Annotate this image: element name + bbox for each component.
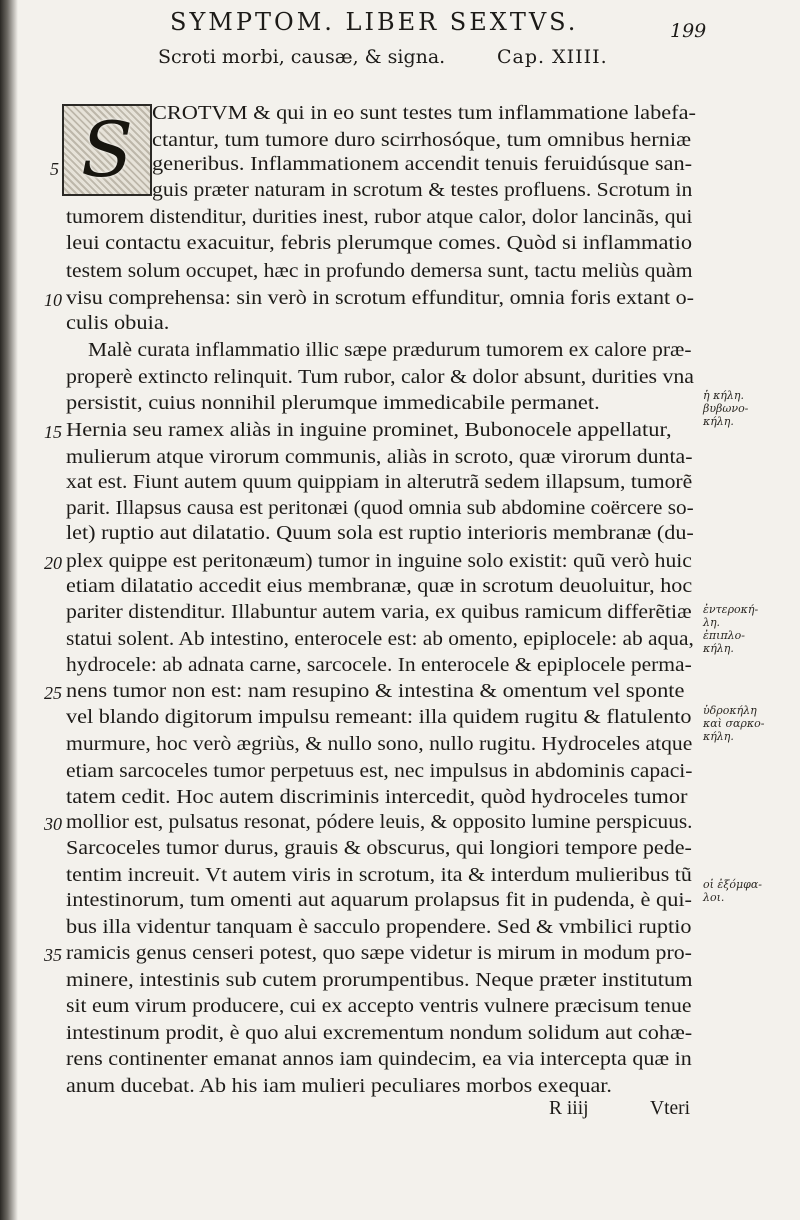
text-line: nens tumor non est: nam resupino & intestina & omentum vel sponte (66, 681, 685, 702)
margin-note: ἐντεροκή- λη. ἐπιπλο- κήλη. (703, 603, 759, 655)
text-line: persistit, cuius nonnihil plerumque immedicabile permanet. (66, 393, 600, 414)
gutter-shadow (0, 0, 18, 1220)
text-line: parit. Illapsus causa est peritonæi (quod omnia sub abdomine coërcere so- (66, 498, 694, 519)
text-line: rens continenter emanat annos iam quindecim, ea via intercepta quæ in (66, 1049, 692, 1070)
text-line: intestinum prodit, è quo alui excrementum nondum solidum aut cohæ- (66, 1023, 693, 1044)
text-line: etiam sarcoceles tumor perpetuus est, nec impulsus in abdominis capaci- (66, 761, 693, 782)
line-number: 35 (44, 945, 62, 965)
chapter-number: Cap. XIIII. (497, 46, 608, 68)
line-number: 25 (44, 683, 62, 703)
text-line: properè extincto relinquit. Tum rubor, calor & dolor absunt, durities vna (66, 367, 694, 388)
text-line: sit eum virum producere, cui ex accepto ventris vulnere præcisum tenue (66, 996, 692, 1017)
text-line: generibus. Inflammationem accendit tenuis feruidúsque san- (152, 154, 693, 175)
text-line: ramicis genus censeri potest, quo sæpe videtur is mirum in modum pro- (66, 943, 692, 964)
text-line: minere, intestinis sub cutem prorumpentibus. Neque præter institutum (66, 970, 693, 991)
text-line: ctantur, tum tumore duro scirrhosóque, tum omnibus herniæ (152, 130, 692, 151)
margin-note: οἱ ἐξόμφα- λοι. (703, 878, 763, 904)
text-line: guis præter naturam in scrotum & testes profluens. Scrotum in (152, 180, 693, 201)
line-number: 5 (50, 159, 59, 179)
line-number: 20 (44, 553, 62, 573)
margin-note: ὑδροκήλη καὶ σαρκο- κήλη. (703, 704, 765, 743)
text-line: leui contactu exacuitur, febris plerumque comes. Quòd si inflammatio (66, 233, 693, 254)
text-line: vel blando digitorum impulsu remeant: illa quidem rugitu & flatulento (66, 707, 692, 728)
text-line: Hernia seu ramex aliàs in inguine prominet, Bubonocele appellatur, (66, 420, 672, 441)
decorated-initial (62, 104, 152, 196)
line-number: 10 (44, 290, 62, 310)
text-line: anum ducebat. Ab his iam mulieri peculiares morbos exequar. (66, 1076, 612, 1097)
text-line: murmure, hoc verò ægriùs, & nullo sono, nullo rugitu. Hydroceles atque (66, 734, 693, 755)
text-line: CROTVM & qui in eo sunt testes tum inflammatione labefa- (152, 103, 696, 124)
text-line: visu comprehensa: sin verò in scrotum effunditur, omnia foris extant o- (66, 288, 695, 309)
text-line: etiam dilatatio accedit eius membranæ, quæ in scrotum deuoluitur, hoc (66, 576, 693, 597)
text-line: pariter distenditur. Illabuntur autem varia, ex quibus ramicum differẽtiæ (66, 602, 692, 623)
text-line: intestinorum, tum omenti aut aquarum prolapsus fit in pudenda, è qui- (66, 890, 692, 911)
signature-mark: R iiij (549, 1098, 589, 1119)
text-line: let) ruptio aut dilatatio. Quum sola est ruptio interioris membranæ (du- (66, 523, 694, 544)
text-line: mollior est, pulsatus resonat, pódere leuis, & opposito lumine perspicuus. (66, 812, 693, 833)
text-line: statui solent. Ab intestino, enterocele est: ab omento, epiplocele: ab aqua, (66, 629, 694, 650)
margin-note: ἡ κήλη. βυβωνο- κήλη. (703, 389, 749, 428)
text-line: Malè curata inflammatio illic sæpe prædurum tumorem ex calore præ- (88, 340, 692, 361)
text-line: mulierum atque virorum communis, aliàs in scroto, quæ virorum dunta- (66, 447, 693, 468)
line-number: 15 (44, 422, 62, 442)
text-line: Sarcoceles tumor durus, grauis & obscurus, qui longiori tempore pede- (66, 838, 692, 859)
text-line: culis obuia. (66, 313, 170, 334)
text-line: tumorem distenditur, durities inest, rubor atque calor, dolor lancinãs, qui (66, 207, 693, 228)
text-line: tatem cedit. Hoc autem discriminis intercedit, quòd hydroceles tumor (66, 787, 688, 808)
catchword: Vteri (650, 1098, 691, 1119)
initial-letter: S (80, 105, 134, 194)
text-line: hydrocele: ab adnata carne, sarcocele. In enterocele & epiplocele perma- (66, 655, 692, 676)
page-number: 199 (670, 20, 707, 42)
text-line: bus illa videntur tanquam è sacculo propendere. Sed & vmbilici ruptio (66, 917, 692, 938)
text-line: xat est. Fiunt autem quum quippiam in alterutrã sedem illapsum, tumorẽ (66, 472, 693, 493)
text-line: plex quippe est peritonæum) tumor in inguine solo existit: quũ verò huic (66, 551, 692, 572)
text-line: testem solum occupet, hæc in profundo demersa sunt, tactu meliùs quàm (66, 261, 693, 282)
line-number: 30 (44, 814, 62, 834)
chapter-title: Scroti morbi, causæ, & signa. (158, 46, 446, 68)
running-title: SYMPTOM. LIBER SEXTVS. (170, 8, 579, 36)
text-line: tentim increuit. Vt autem viris in scrotum, ita & interdum mulieribus tũ (66, 865, 692, 886)
